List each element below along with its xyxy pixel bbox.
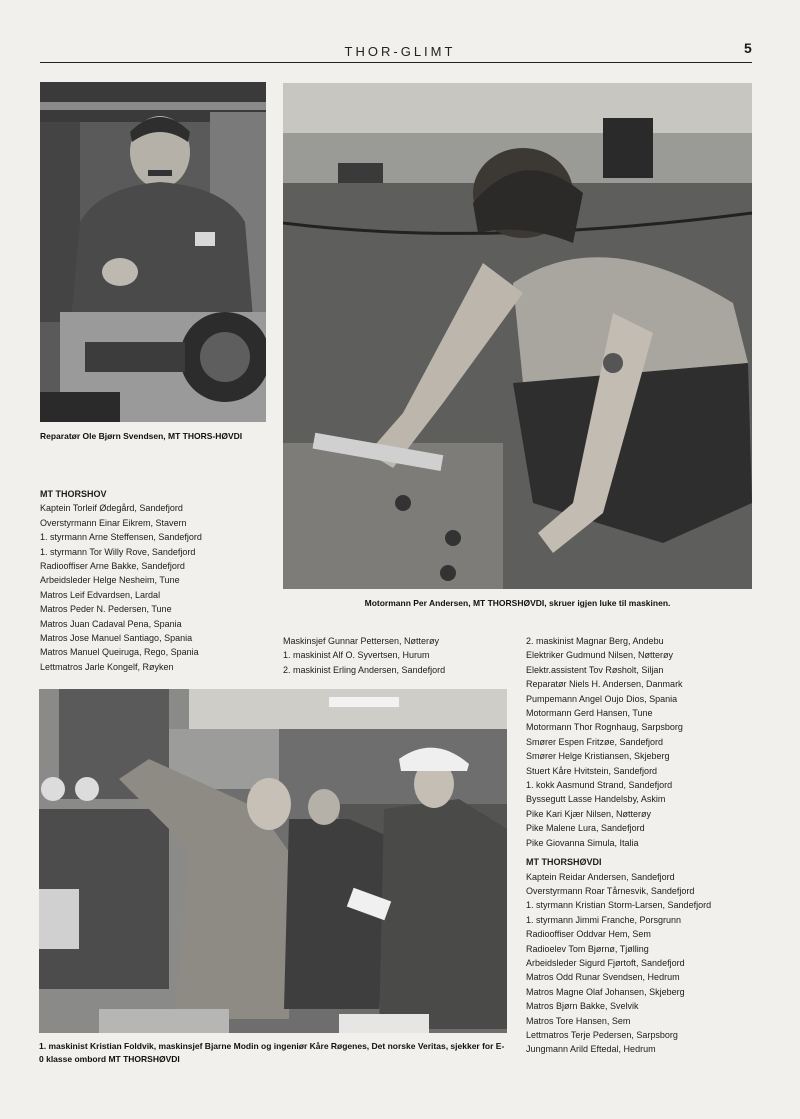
crew-line: Overstyrmann Roar Tårnesvik, Sandefjord [526,885,695,896]
crew-line: Kaptein Reidar Andersen, Sandefjord [526,871,675,882]
crew-line: 1. styrmann Tor Willy Rove, Sandefjord [40,546,196,557]
crew-line: Reparatør Niels H. Andersen, Danmark [526,679,683,690]
crew-line: Smører Helge Kristiansen, Skjeberg [526,751,670,762]
crew-line: 1. styrmann Kristian Storm-Larsen, Sandefjord [526,900,712,911]
crew-line: 2. maskinist Magnar Berg, Andebu [526,636,664,646]
crew-line: Stuert Kåre Hvitstein, Sandefjord [526,765,658,776]
crew-line: Matros Manuel Queiruga, Rego, Spania [40,647,199,658]
crew-line: 2. maskinist Erling Andersen, Sandefjord [283,664,446,675]
crew-heading-thorshov: MT THORSHOV [40,489,107,499]
crew-line: Overstyrmann Einar Eikrem, Stavern [40,517,187,528]
crew-line: Pike Giovanna Simula, Italia [526,837,639,848]
crew-line: Matros Jose Manuel Santiago, Spania [40,633,193,644]
crew-line: 1. styrmann Jimmi Franche, Porsgrunn [526,914,682,925]
crew-list-thorshovdi [526,634,752,1057]
crew-line: Lettmatros Terje Pedersen, Sarpsborg [526,1029,678,1040]
crew-line: Smører Espen Fritzøe, Sandefjord [526,736,664,747]
crew-line: Pike Malene Lura, Sandefjord [526,823,645,834]
crew-line: 1. maskinist Alf O. Syvertsen, Hurum [283,650,430,661]
caption-repairman: Reparatør Ole Bjørn Svendsen, MT THORS-HØVDI [40,431,243,441]
crew-line: Kaptein Torleif Ødegård, Sandefjord [40,503,183,514]
crew-line: Matros Leif Edvardsen, Lardal [40,589,161,600]
header-divider [40,62,752,63]
crew-line: Matros Bjørn Bakke, Svelvik [526,1001,639,1012]
page-number: 5 [744,40,752,56]
crew-line: Elektriker Gudmund Nilsen, Nøtterøy [526,650,674,661]
caption-control-room: 1. maskinist Kristian Foldvik, maskinsjef Bjarne Modin og ingeniør Kåre Røgenes, Det norske Veritas, sjekker for E-0 klasse ombord MT THORSHØVDI [39,1041,505,1064]
crew-line: Radiooffiser Oddvar Hem, Sem [526,929,651,940]
magazine-title: THOR-GLIMT [344,44,456,59]
crew-line: Jungmann Arild Eftedal, Hedrum [526,1044,656,1055]
photo-control-room [39,689,507,1033]
crew-line: Radioelev Tom Bjørnø, Tjølling [526,943,649,954]
crew-line: Pike Kari Kjær Nilsen, Nøtterøy [526,808,652,819]
crew-line: Pumpemann Angel Oujo Dios, Spania [526,693,678,704]
crew-line: Arbeidsleder Sigurd Fjørtoft, Sandefjord [526,957,685,968]
crew-line: Matros Tore Hansen, Sem [526,1015,631,1026]
caption-motorman: Motormann Per Andersen, MT THORSHØVDI, skruer igjen luke til maskinen. [364,598,671,608]
crew-list-thorshov [40,487,280,674]
crew-line: Matros Peder N. Pedersen, Tune [40,604,172,615]
crew-list-middle [283,634,518,677]
crew-line: Lettmatros Jarle Kongelf, Røyken [40,661,174,672]
crew-line: 1. kokk Aasmund Strand, Sandefjord [526,780,673,791]
crew-line: Motormann Gerd Hansen, Tune [526,708,653,719]
crew-line: Byssegutt Lasse Handelsby, Askim [526,794,666,805]
crew-line: Matros Odd Runar Svendsen, Hedrum [526,972,680,983]
crew-heading-thorshovdi: MT THORSHØVDI [526,857,602,868]
crew-line: Maskinsjef Gunnar Pettersen, Nøtterøy [283,636,440,646]
crew-line: Matros Magne Olaf Johansen, Skjeberg [526,986,685,997]
photo-motorman [283,83,752,589]
crew-line: Elektr.assistent Tov Røsholt, Siljan [526,664,664,675]
crew-line: Motormann Thor Rognhaug, Sarpsborg [526,722,683,733]
crew-line: Arbeidsleder Helge Nesheim, Tune [40,575,180,586]
crew-line: Radiooffiser Arne Bakke, Sandefjord [40,561,185,572]
photo-repairman [40,82,266,422]
crew-line: 1. styrmann Arne Steffensen, Sandefjord [40,532,202,543]
crew-line: Matros Juan Cadaval Pena, Spania [40,618,182,629]
